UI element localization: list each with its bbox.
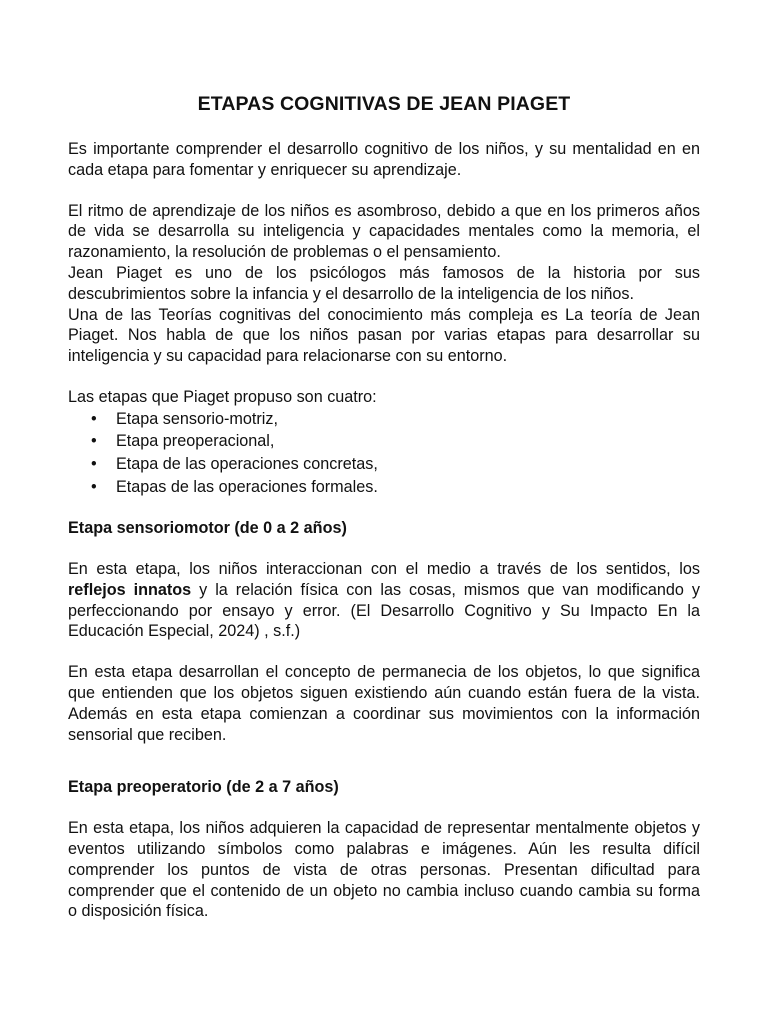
intro-paragraph: Es importante comprender el desarrollo cognitivo de los niños, y su mentalidad en en cada etapa para fomentar y enriquecer su aprendizaje. (68, 140, 700, 179)
paragraph-piaget-theory: Una de las Teorías cognitivas del conocimiento más compleja es La teoría de Jean Piaget. Nos habla de que los niños pasan por varias etapas para desarrollar su inteligencia y su capacidad para relacionarse con su entorno. (68, 305, 700, 366)
section-heading-sensoriomotor: Etapa sensoriomotor (de 0 a 2 años) (68, 519, 347, 538)
spacer (68, 745, 700, 777)
stages-list (68, 408, 700, 498)
paragraph-piaget-fame: Jean Piaget es uno de los psicólogos más famosos de la historia por sus descubrimientos sobre la infancia y el desarrollo de la inteligencia de los niños. (68, 263, 700, 303)
list-item: • Etapa de las operaciones concretas, (116, 453, 700, 476)
bold-term-reflejos-innatos: reflejos innatos (68, 580, 192, 599)
stages-intro: Las etapas que Piaget propuso son cuatro: (68, 387, 377, 406)
spacer (68, 642, 700, 662)
spacer (68, 367, 700, 387)
list-item: • Etapa preoperacional, (116, 430, 700, 453)
spacer (68, 498, 700, 518)
paragraph-sensoriomotor-1 (68, 559, 700, 642)
text-span: y la relación física con las cosas, mismos que van modificando y perfeccionando por ensayo y error. (El Desarrollo Cognitivo y Su Impacto En la Educación Especial, 2024) , s.f.) (68, 580, 701, 641)
spacer (68, 539, 700, 559)
paragraph-learning-rhythm: El ritmo de aprendizaje de los niños es asombroso, debido a que en los primeros años de vida se desarrolla su inteligencia y capacidades mentales como la memoria, el razonamiento, la resolución de problemas o el pensamiento. (68, 201, 700, 262)
document-page (68, 92, 700, 922)
spacer (68, 798, 700, 818)
document-title: ETAPAS COGNITIVAS DE JEAN PIAGET (197, 93, 571, 115)
paragraph-preoperatorio: En esta etapa, los niños adquieren la capacidad de representar mentalmente objetos y eventos utilizando símbolos como palabras e imágenes. Aún les resulta difícil comprender los puntos de vista de otras personas. Presentan dificultad para comprender que el contenido de un objeto no cambia incluso cuando cambia su forma o disposición física. (68, 819, 700, 921)
list-item: • Etapas de las operaciones formales. (116, 476, 700, 499)
section-heading-preoperatorio: Etapa preoperatorio (de 2 a 7 años) (68, 778, 339, 797)
paragraph-sensoriomotor-2: En esta etapa desarrollan el concepto de permanecia de los objetos, lo que significa que entienden que los objetos siguen existiendo aún cuando están fuera de la vista. Además en esta etapa comienzan a coordinar sus movimientos con la información sensorial que reciben. (68, 663, 700, 744)
text-span: En esta etapa, los niños interaccionan con el medio a través de los sentidos, los (68, 559, 700, 578)
spacer (68, 181, 700, 201)
list-item: • Etapa sensorio-motriz, (116, 408, 700, 431)
